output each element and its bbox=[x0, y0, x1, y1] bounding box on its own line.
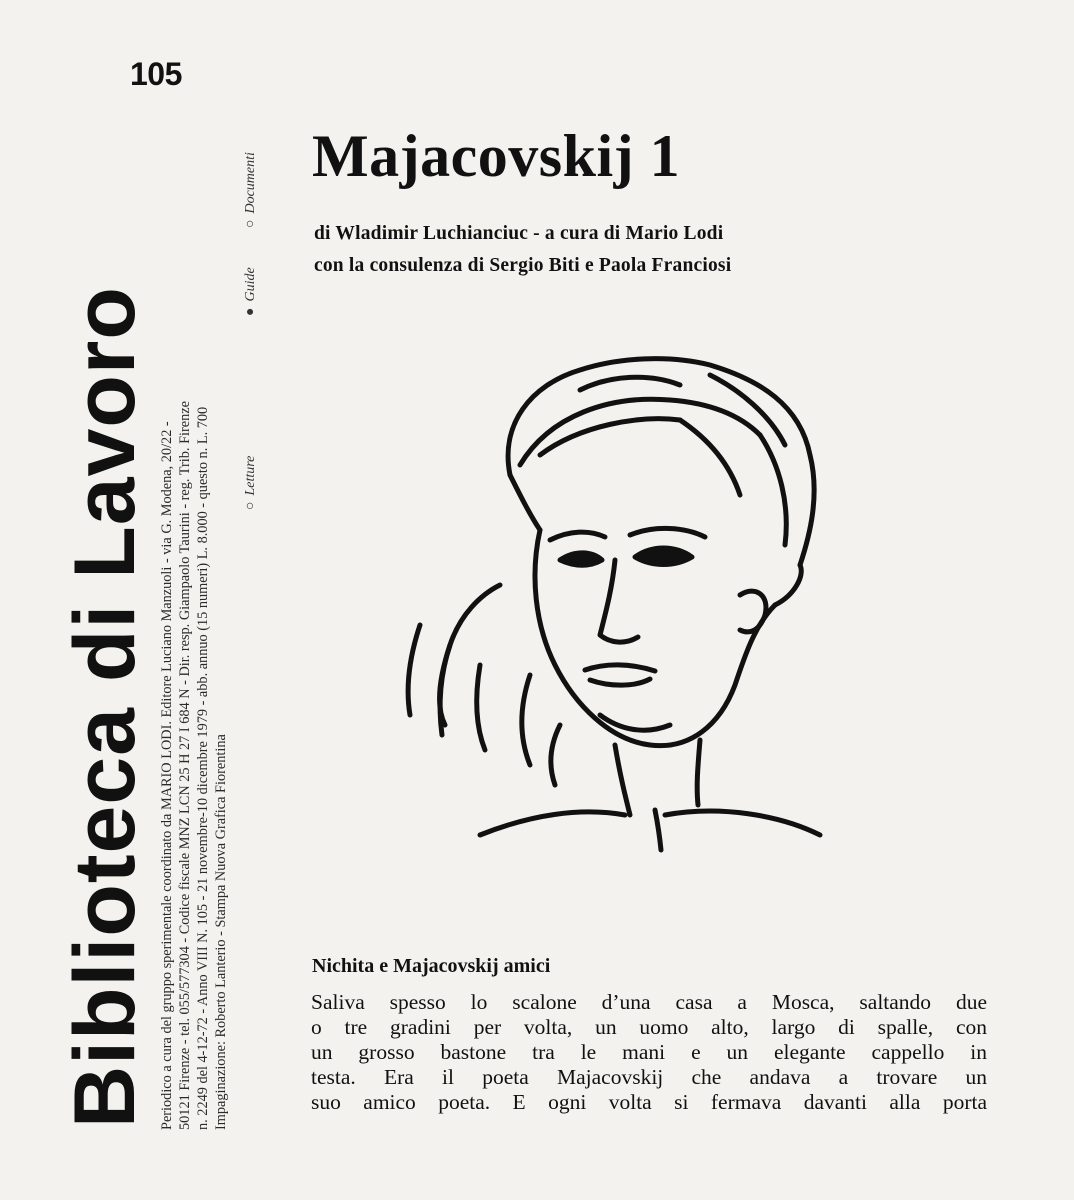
page-title: Majacovskij 1 bbox=[312, 123, 681, 189]
filled-circle-icon: ● bbox=[243, 307, 258, 316]
empty-circle-icon: ○ bbox=[243, 501, 258, 510]
imprint bbox=[158, 120, 230, 1130]
body-line: suo amico poeta. E ogni volta si fermava davanti alla porta bbox=[311, 1090, 987, 1114]
category-guide: ●Guide bbox=[243, 267, 258, 316]
credits-line: di Wladimir Luchianciuc - a cura di Mario Lodi bbox=[314, 223, 724, 244]
imprint-line: Impaginazione: Roberto Lanterio - Stampa Nuova Grafica Fiorentina bbox=[213, 734, 229, 1130]
series-title: Biblioteca di Lavoro bbox=[57, 286, 153, 1128]
imprint-line: Periodico a cura del gruppo sperimentale coordinato da MARIO LODI. Editore Luciano Manzuoli - via G. Modena, 20/22 - bbox=[159, 421, 175, 1130]
credits-line: con la consulenza di Sergio Biti e Paola Franciosi bbox=[314, 255, 732, 276]
body-line: o tre gradini per volta, un uomo alto, largo di spalle, con bbox=[311, 1015, 987, 1039]
empty-circle-icon: ○ bbox=[243, 219, 258, 228]
credits bbox=[314, 218, 731, 282]
issue-number: 105 bbox=[130, 56, 182, 92]
body-line: Saliva spesso lo scalone d’una casa a Mosca, saltando due bbox=[311, 990, 987, 1014]
body-line: un grosso bastone tra le mani e un elegante cappello in bbox=[311, 1040, 987, 1064]
category-documenti: ○Documenti bbox=[243, 152, 258, 228]
body-paragraph bbox=[311, 990, 987, 1115]
section-heading: Nichita e Majacovskij amici bbox=[312, 955, 551, 977]
imprint-line: n. 2249 del 4-12-72 - Anno VIII N. 105 - 21 novembre-10 dicembre 1979 - abb. annuo (15 numeri) L. 8.000 - questo n. L. 700 bbox=[195, 406, 211, 1130]
portrait-illustration bbox=[380, 345, 850, 855]
imprint-line: 50121 Firenze - tel. 055/577304 - Codice fiscale MNZ LCN 25 H 27 I 684 N - Dir. resp. Giampaolo Taurini - reg. Trib. Firenze bbox=[177, 401, 193, 1130]
category-letture: ○Letture bbox=[243, 455, 258, 510]
body-line: testa. Era il poeta Majacovskij che andava a trovare un bbox=[311, 1065, 987, 1089]
